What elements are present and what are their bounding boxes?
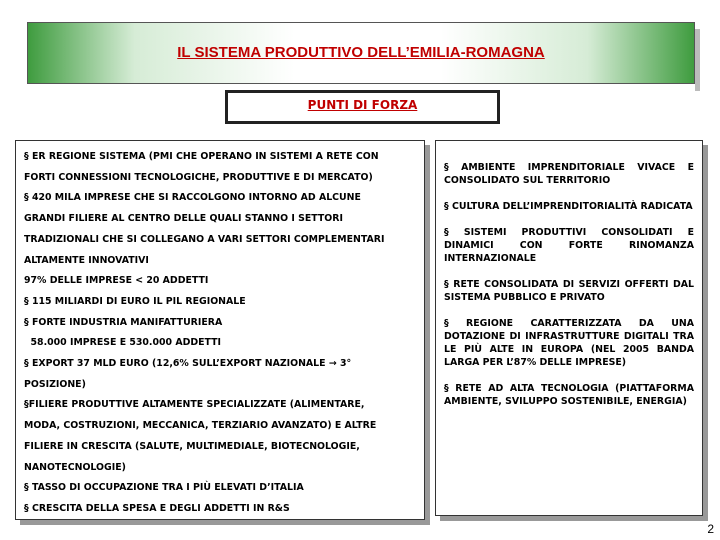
left-line: § CRESCITA DELLA SPESA E DEGLI ADDETTI IN R&S xyxy=(24,502,290,514)
right-item: § CULTURA DELL’IMPRENDITORIALITÀ RADICATA xyxy=(444,201,693,212)
left-line: TRADIZIONALI CHE SI COLLEGANO A VARI SETTORI COMPLEMENTARI xyxy=(24,233,385,245)
title-banner xyxy=(27,22,695,84)
slide-subtitle: PUNTI DI FORZA xyxy=(307,98,418,112)
left-line: 58.000 IMPRESE E 530.000 ADDETTI xyxy=(24,337,222,349)
left-line: FILIERE IN CRESCITA (SALUTE, MULTIMEDIALE, BIOTECNOLOGIE, xyxy=(24,440,360,452)
right-item: § RETE CONSOLIDATA DI SERVIZI OFFERTI DAL SISTEMA PUBBLICO E PRIVATO xyxy=(444,279,694,303)
left-line: GRANDI FILIERE AL CENTRO DELLE QUALI STANNO I SETTORI xyxy=(24,213,343,225)
right-item: § AMBIENTE IMPRENDITORIALE VIVACE E CONSOLIDATO SUL TERRITORIO xyxy=(444,162,694,186)
left-line: MODA, COSTRUZIONI, MECCANICA, TERZIARIO AVANZATO) E ALTRE xyxy=(24,420,377,432)
left-line: § 115 MILIARDI DI EURO IL PIL REGIONALE xyxy=(24,295,246,307)
slide-title: IL SISTEMA PRODUTTIVO DELL’EMILIA-ROMAGNA xyxy=(177,44,545,61)
page-number: 2 xyxy=(707,522,714,536)
left-line: §FILIERE PRODUTTIVE ALTAMENTE SPECIALIZZATE (ALIMENTARE, xyxy=(24,399,365,411)
right-panel xyxy=(435,140,703,516)
left-line: § TASSO DI OCCUPAZIONE TRA I PIÙ ELEVATI D’ITALIA xyxy=(24,482,304,494)
right-item: § SISTEMI PRODUTTIVI CONSOLIDATI E DINAMICI CON FORTE RINOMANZA INTERNAZIONALE xyxy=(444,227,694,264)
left-line: § EXPORT 37 MLD EURO (12,6% SULL’EXPORT NAZIONALE → 3° xyxy=(24,358,352,370)
left-line: § 420 MILA IMPRESE CHE SI RACCOLGONO INTORNO AD ALCUNE xyxy=(24,192,361,204)
left-line: POSIZIONE) xyxy=(24,378,86,390)
left-line: NANOTECNOLOGIE) xyxy=(24,461,126,473)
left-panel xyxy=(15,140,425,520)
left-line: FORTI CONNESSIONI TECNOLOGICHE, PRODUTTIVE E DI MERCATO) xyxy=(24,171,373,183)
subtitle-box xyxy=(225,90,500,124)
banner-shadow xyxy=(695,29,700,91)
right-item: § REGIONE CARATTERIZZATA DA UNA DOTAZIONE DI INFRASTRUTTURE DIGITALI TRA LE PIÙ ALTE IN EUROPA (NEL 2005 BANDA LARGA PER L’87% DELLE IMPRESE) xyxy=(444,318,694,368)
left-line: 97% DELLE IMPRESE < 20 ADDETTI xyxy=(24,275,209,287)
left-line: § ER REGIONE SISTEMA (PMI CHE OPERANO IN SISTEMI A RETE CON xyxy=(24,151,379,162)
left-line: ALTAMENTE INNOVATIVI xyxy=(24,254,149,266)
left-line: § FORTE INDUSTRIA MANIFATTURIERA xyxy=(24,316,223,328)
right-item: § RETE AD ALTA TECNOLOGIA (PIATTAFORMA AMBIENTE, SVILUPPO SOSTENIBILE, ENERGIA) xyxy=(444,383,694,407)
